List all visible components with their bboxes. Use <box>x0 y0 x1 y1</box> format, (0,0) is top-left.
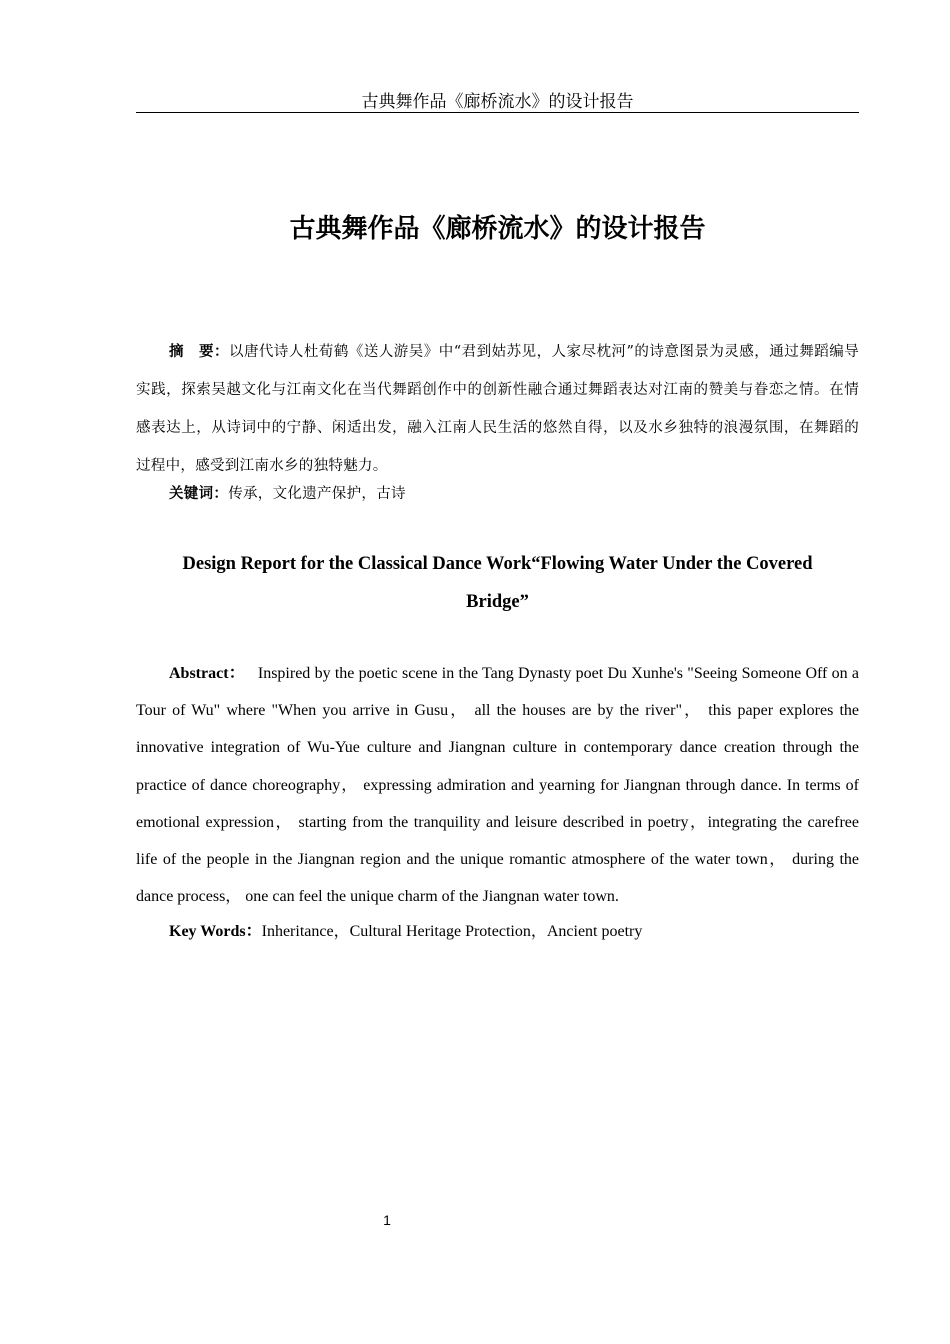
running-header: 古典舞作品《廊桥流水》的设计报告 <box>361 92 634 112</box>
chinese-keywords-text: 传承，文化遗产保护，古诗 <box>228 486 406 502</box>
page-number: 1 <box>383 1212 391 1228</box>
english-abstract-text: Inspired by the poetic scene in the Tang Dynasty poet Du Xunhe's "Seeing Someone Off on a Tour of Wu" where "When you arrive in Gusu， all the houses are by the river"， this paper explores the innovative integration of Wu-Yue culture and Jiangnan culture in contemporary dance creation through the practice of dance choreography， expressing admiration and yearning for Jiangnan through dance. In terms of emotional expression， starting from the tranquility and leisure described in poetry，integrating the carefree life of the people in the Jiangnan region and the unique romantic atmosphere of the water town， during the dance process， one can feel the unique charm of the Jiangnan water town. <box>136 665 860 906</box>
chinese-keywords <box>169 476 859 512</box>
english-keywords-label: Key Words： <box>169 923 262 940</box>
chinese-abstract-label: 摘 要： <box>169 344 229 360</box>
chinese-abstract-text: 以唐代诗人杜荀鹤《送人游吴》中“君到姑苏见，人家尽枕河”的诗意图景为灵感，通过舞蹈编导实践，探索吴越文化与江南文化在当代舞蹈创作中的创新性融合通过舞蹈表达对江南的赞美与眷恋之情。在情感表达上，从诗词中的宁静、闲适出发，融入江南人民生活的悠然自得，以及水乡独特的浪漫氛围，在舞蹈的过程中，感受到江南水乡的独特魅力。 <box>136 344 859 474</box>
english-keywords-text: Inheritance，Cultural Heritage Protection，Ancient poetry <box>261 923 643 940</box>
chinese-abstract <box>136 333 859 485</box>
chinese-keywords-label: 关键词： <box>169 486 229 502</box>
english-abstract <box>136 655 859 915</box>
english-keywords <box>169 914 859 950</box>
header-rule <box>136 112 859 113</box>
english-abstract-label: Abstract： <box>169 665 246 682</box>
chinese-title: 古典舞作品《廊桥流水》的设计报告 <box>289 214 706 244</box>
english-title: Design Report for the Classical Dance Work“Flowing Water Under the Covered Bridge” <box>182 554 813 612</box>
